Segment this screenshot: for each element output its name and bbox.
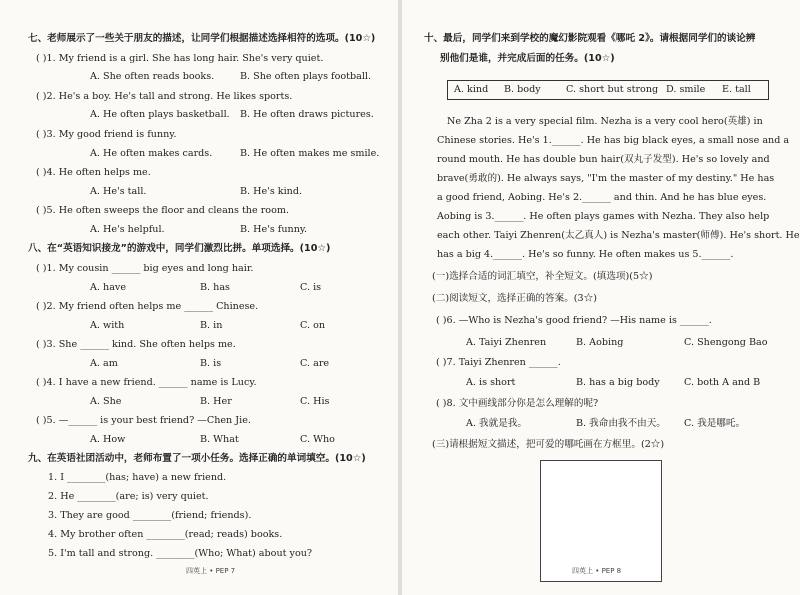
s8-q1-a[interactable]: A. have [90,282,127,293]
s8-q4-a[interactable]: A. She [90,396,122,407]
q8-b[interactable]: B. 我命由我不由天。 [576,418,666,429]
q6: ( )6. —Who is Nezha's good friend? —His name is ______. [436,315,712,326]
passage-line-8: has a big 4.______. He's so funny. He often makes us 5.______. [437,249,734,260]
q8: ( )8. 文中画线部分你是怎么理解的呢? [436,398,599,409]
s7-q5-a[interactable]: A. He's helpful. [90,224,165,235]
part-3-instruction: (三)请根据短文描述，把可爱的哪吒画在方框里。(2☆) [432,439,665,450]
q6-b[interactable]: B. Aobing [576,337,624,348]
s8-q2-a[interactable]: A. with [90,320,125,331]
s7-q5: ( )5. He often sweeps the floor and cleans the room. [36,205,289,216]
word-a: A. kind [454,84,489,95]
s7-q2: ( )2. He's a boy. He's tall and strong. He likes sports. [36,91,293,102]
s7-q1-a[interactable]: A. She often reads books. [90,71,215,82]
s7-q1-b[interactable]: B. She often plays football. [240,71,372,82]
passage-line-5: a good friend, Aobing. He's 2.______ and thin. And he has blue eyes. [437,192,767,203]
q8-c[interactable]: C. 我是哪吒。 [684,418,746,429]
s8-q2: ( )2. My friend often helps me ______ Chinese. [36,301,259,312]
word-e: E. tall [722,84,751,95]
s9-item-3[interactable]: 3. They are good ________(friend; friends). [48,510,252,521]
passage-line-7: each other. Taiyi Zhenren(太乙真人) is Nezha's master(师傅). He's short. He [437,230,800,241]
s8-q3-a[interactable]: A. am [90,358,118,369]
s8-q4-c[interactable]: C. His [300,396,330,407]
drawing-box[interactable] [540,460,662,582]
q7-c[interactable]: C. both A and B [684,377,761,388]
s8-q1-b[interactable]: B. has [200,282,230,293]
s7-q5-b[interactable]: B. He's funny. [240,224,308,235]
passage-line-1: Ne Zha 2 is a very special film. Nezha is a very cool hero(英雄) in [447,116,763,127]
s8-q3-c[interactable]: C. are [300,358,330,369]
q8-a[interactable]: A. 我就是我。 [466,418,527,429]
s8-q4-b[interactable]: B. Her [200,396,232,407]
left-footer: 四英上 • PEP 7 [186,567,236,575]
s9-item-2[interactable]: 2. He ________(are; is) very quiet. [48,491,209,502]
q7: ( )7. Taiyi Zhenren ______. [436,357,561,368]
q7-b[interactable]: B. has a big body [576,377,660,388]
q7-a[interactable]: A. is short [466,377,516,388]
s7-q2-b[interactable]: B. He often draws pictures. [240,109,374,120]
s9-item-1[interactable]: 1. I ________(has; have) a new friend. [48,472,227,483]
passage-line-4: brave(勇敢的). He always says, "I'm the master of my destiny." He has [437,173,775,184]
q6-c[interactable]: C. Shengong Bao [684,337,768,348]
word-bank [447,80,769,100]
word-d: D. smile [666,84,706,95]
passage-line-3: round mouth. He has double bun hair(双丸子发型). He's so lovely and [437,154,770,165]
s7-q4-a[interactable]: A. He's tall. [90,186,147,197]
word-c: C. short but strong [566,84,659,95]
passage-line-6: Aobing is 3.______. He often plays games with Nezha. They also help [437,211,770,222]
s7-q4-b[interactable]: B. He's kind. [240,186,303,197]
section-7-title: 七、老师展示了一些关于朋友的描述，让同学们根据描述选择相符的选项。(10☆) [28,33,376,44]
passage-line-2: Chinese stories. He's 1.______. He has big black eyes, a small nose and a [437,135,790,146]
s9-item-4[interactable]: 4. My brother often ________(read; reads) books. [48,529,283,540]
s9-item-5[interactable]: 5. I'm tall and strong. ________(Who; What) about you? [48,548,313,559]
s8-q2-c[interactable]: C. on [300,320,326,331]
section-8-title: 八、在“英语知识接龙”的游戏中，同学们激烈比拼。单项选择。(10☆) [28,243,331,254]
s8-q5-b[interactable]: B. What [200,434,239,445]
s8-q2-b[interactable]: B. in [200,320,223,331]
s8-q5: ( )5. —______ is your best friend? —Chen Jie. [36,415,251,426]
part-2-instruction: (二)阅读短文，选择正确的答案。(3☆) [432,293,597,304]
s8-q5-a[interactable]: A. How [90,434,126,445]
s7-q2-a[interactable]: A. He often plays basketball. [90,109,230,120]
s8-q5-c[interactable]: C. Who [300,434,335,445]
part-1-instruction: (一)选择合适的词汇填空，补全短文。(填选项)(5☆) [432,271,653,282]
section-10-title-1: 十、最后，同学们来到学校的魔幻影院观看《哪吒 2》。请根据同学们的谈论辨 [424,33,756,44]
s8-q1: ( )1. My cousin ______ big eyes and long hair. [36,263,254,274]
s7-q3-a[interactable]: A. He often makes cards. [90,148,213,159]
word-b: B. body [504,84,541,95]
s7-q3: ( )3. My good friend is funny. [36,129,177,140]
section-9-title: 九、在英语社团活动中，老师布置了一项小任务。选择正确的单词填空。(10☆) [28,453,366,464]
s8-q3: ( )3. She ______ kind. She often helps me. [36,339,236,350]
s7-q4: ( )4. He often helps me. [36,167,151,178]
section-10-title-2: 别他们是谁，并完成后面的任务。(10☆) [440,53,615,64]
s8-q4: ( )4. I have a new friend. ______ name is Lucy. [36,377,257,388]
right-footer: 四英上 • PEP 8 [572,567,622,575]
s8-q3-b[interactable]: B. is [200,358,222,369]
s8-q1-c[interactable]: C. is [300,282,322,293]
s7-q3-b[interactable]: B. He often makes me smile. [240,148,380,159]
q6-a[interactable]: A. Taiyi Zhenren [466,337,547,348]
s7-q1: ( )1. My friend is a girl. She has long hair. She's very quiet. [36,53,324,64]
